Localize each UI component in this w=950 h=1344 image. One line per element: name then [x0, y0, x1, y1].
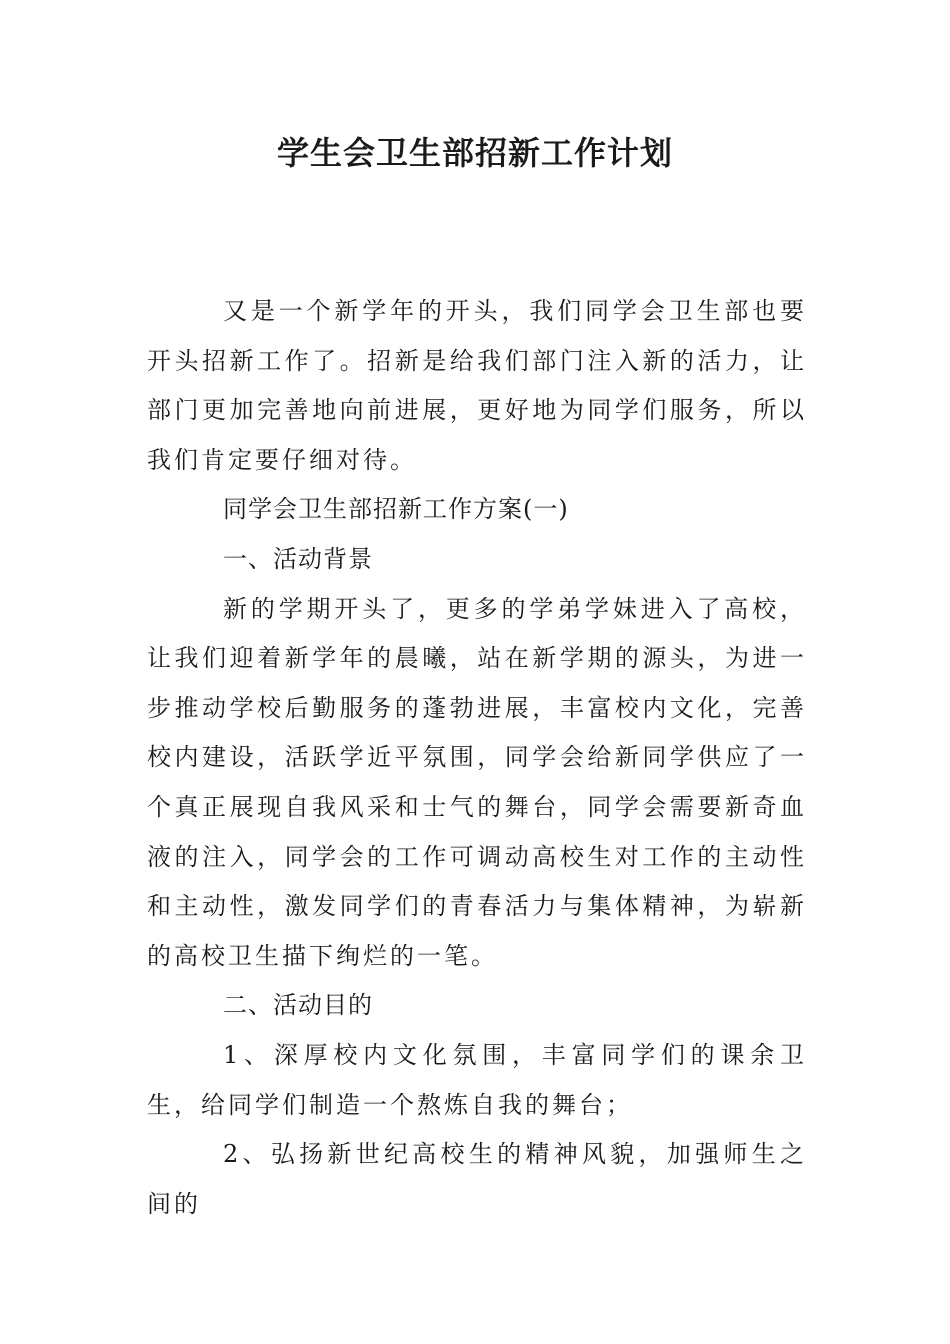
- plan-heading: 同学会卫生部招新工作方案(一): [223, 495, 569, 524]
- intro-paragraph: 又是一个新学年的开头，我们同学会卫生部也要开头招新工作了。招新是给我们部门注入新的活力，让部门更加完善地向前进展，更好地为同学们服务，所以我们肯定要仔细对待。: [147, 297, 807, 474]
- purpose-item-1: 1、深厚校内文化氛围，丰富同学们的课余卫生，给同学们制造一个熬炼自我的舞台；: [147, 1040, 807, 1119]
- document-title: 学生会卫生部招新工作计划: [276, 134, 673, 172]
- document-body: [147, 287, 807, 1229]
- background-paragraph: 新的学期开头了，更多的学弟学妹进入了高校，让我们迎着新学年的晨曦，站在新学期的源头，为进一步推动学校后勤服务的蓬勃进展，丰富校内文化，完善校内建设，活跃学近平氛围，同学会给新同学供应了一个真正展现自我风采和士气的舞台，同学会需要新奇血液的注入，同学会的工作可调动高校生对工作的主动性和主动性，激发同学们的青春活力与集体精神，为崭新的高校卫生描下绚烂的一笔。: [147, 594, 807, 970]
- section-heading-purpose: 二、活动目的: [223, 991, 373, 1020]
- section-heading-background: 一、活动背景: [223, 544, 373, 573]
- purpose-item-2: 2、弘扬新世纪高校生的精神风貌，加强师生之间的: [147, 1140, 807, 1218]
